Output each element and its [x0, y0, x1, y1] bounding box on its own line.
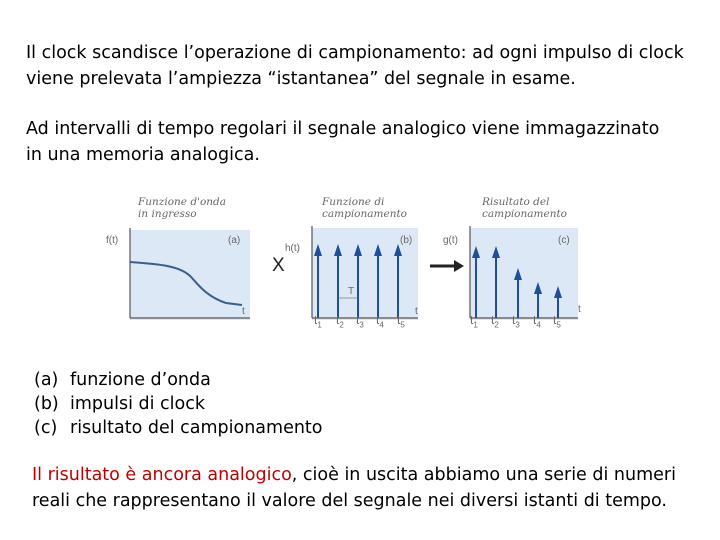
panel-a-title-line-1: Funzione d'onda: [138, 196, 227, 208]
panel-c-title-line-2: campionamento: [482, 208, 567, 220]
figure-legend: [34, 368, 323, 440]
panel-c-axis-label: t: [578, 304, 581, 315]
panel-a-tag: (a): [228, 235, 241, 246]
conclusion-line-1-rest: , cioè in uscita abbiamo una serie di numeri: [291, 465, 676, 485]
panel-b-function-label: h(t): [285, 243, 300, 254]
legend-item: [34, 368, 323, 392]
memory-line-1: Ad intervalli di tempo regolari il segnale analogico viene immagazzinato: [26, 119, 660, 139]
panel-a-function-label: f(t): [106, 235, 119, 246]
panel-b-tick-t5: $t_5$: [397, 313, 405, 330]
panel-c-tick-t4: $t_4$: [533, 313, 541, 330]
panel-c-function-label: g(t): [443, 235, 458, 246]
conclusion-paragraph: [32, 462, 676, 514]
multiply-operator: X: [272, 255, 285, 276]
panel-c-tick-t2: $t_2$: [491, 313, 499, 330]
legend-key: (c): [34, 418, 58, 438]
legend-text: risultato del campionamento: [70, 418, 323, 438]
conclusion-highlight: Il risultato è ancora analogico: [32, 465, 292, 485]
panel-b-tick-t2: $t_2$: [336, 313, 344, 330]
panel-b-title-line-1: Funzione di: [322, 196, 385, 208]
legend-key: (b): [34, 394, 59, 414]
panel-b-tick-t1: $t_1$: [314, 313, 322, 330]
conclusion-line-2: reali che rappresentano il valore del segnale nei diversi istanti di tempo.: [32, 491, 667, 511]
panel-a-title: [138, 196, 226, 220]
intro-line-2: viene prelevata l’ampiezza “istantanea” del segnale in esame.: [26, 69, 576, 89]
panel-c-tick-t3: $t_3$: [512, 313, 520, 330]
panel-b-tick-t4: $t_4$: [376, 313, 384, 330]
legend-item: [34, 392, 323, 416]
panel-c-title: [482, 196, 567, 220]
panel-b-tick-t3: $t_3$: [356, 313, 364, 330]
legend-text: impulsi di clock: [70, 394, 205, 414]
memory-line-2: in una memoria analogica.: [26, 145, 260, 165]
panel-b-title: [322, 196, 407, 220]
legend-item: [34, 416, 323, 440]
panel-c-tag: (c): [558, 235, 570, 246]
panel-b-title-line-2: campionamento: [322, 208, 407, 220]
panel-a-axis-label: t: [242, 306, 245, 317]
legend-key: (a): [34, 370, 59, 390]
panel-b-axis-label: t: [415, 306, 418, 317]
panel-b-tag: (b): [400, 235, 413, 246]
legend-text: funzione d’onda: [70, 370, 211, 390]
panel-c-tick-t5: $t_5$: [553, 313, 561, 330]
panel-a-title-line-2: in ingresso: [138, 208, 197, 220]
period-label: T: [348, 286, 355, 297]
panel-c-title-line-1: Risultato del: [482, 196, 550, 208]
panel-c-tick-t1: $t_1$: [470, 313, 478, 330]
intro-line-1: Il clock scandisce l’operazione di campionamento: ad ogni impulso di clock: [26, 43, 684, 63]
right-arrow-icon: [430, 260, 464, 272]
